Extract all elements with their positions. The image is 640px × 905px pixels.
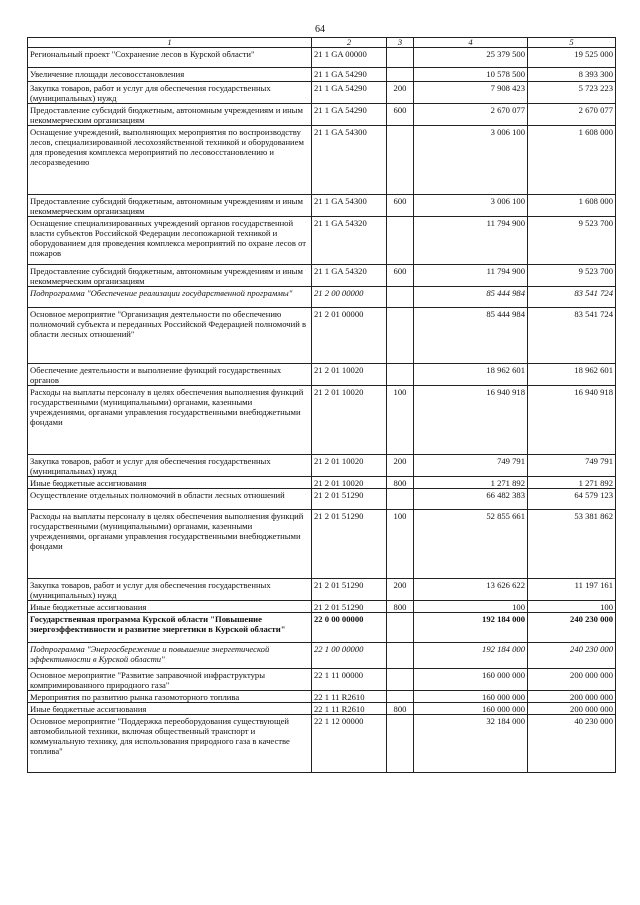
cell-amount-1: 10 578 500 (414, 68, 528, 82)
cell-target-code: 21 1 GA 54320 (312, 265, 387, 287)
cell-amount-2: 200 000 000 (528, 703, 616, 715)
cell-target-code: 21 2 01 51290 (312, 579, 387, 601)
cell-expense-type (387, 308, 414, 364)
cell-target-code: 22 1 00 00000 (312, 643, 387, 669)
cell-expense-type (387, 691, 414, 703)
table-row (28, 195, 616, 217)
column-header-code: 2 (312, 38, 387, 48)
cell-expense-type (387, 715, 414, 773)
cell-target-code: 21 1 GA 54290 (312, 104, 387, 126)
cell-target-code: 21 2 01 10020 (312, 386, 387, 455)
cell-amount-1: 3 006 100 (414, 195, 528, 217)
cell-amount-2: 16 940 918 (528, 386, 616, 455)
cell-target-code: 22 1 11 R2610 (312, 703, 387, 715)
budget-table (27, 37, 616, 773)
table-row (28, 477, 616, 489)
cell-expense-type: 800 (387, 477, 414, 489)
cell-target-code: 21 2 00 00000 (312, 287, 387, 308)
cell-name: Иные бюджетные ассигнования (28, 703, 312, 715)
cell-amount-1: 100 (414, 601, 528, 613)
cell-expense-type (387, 48, 414, 68)
table-row (28, 715, 616, 773)
cell-target-code: 22 1 12 00000 (312, 715, 387, 773)
cell-target-code: 21 2 01 51290 (312, 489, 387, 510)
cell-amount-1: 13 626 622 (414, 579, 528, 601)
cell-amount-2: 749 791 (528, 455, 616, 477)
cell-amount-1: 749 791 (414, 455, 528, 477)
cell-name: Обеспечение деятельности и выполнение функций государственных органов (28, 364, 312, 386)
table-body (28, 48, 616, 773)
cell-target-code: 21 2 01 51290 (312, 601, 387, 613)
cell-target-code: 21 1 GA 54290 (312, 82, 387, 104)
cell-amount-2: 2 670 077 (528, 104, 616, 126)
cell-amount-2: 18 962 601 (528, 364, 616, 386)
page-number: 64 (315, 24, 325, 35)
cell-expense-type: 100 (387, 386, 414, 455)
cell-expense-type: 600 (387, 104, 414, 126)
cell-amount-2: 100 (528, 601, 616, 613)
cell-expense-type: 200 (387, 455, 414, 477)
cell-amount-1: 18 962 601 (414, 364, 528, 386)
cell-target-code: 22 0 00 00000 (312, 613, 387, 643)
table-row (28, 217, 616, 265)
table-row (28, 104, 616, 126)
cell-name: Мероприятия по развитию рынка газомоторного топлива (28, 691, 312, 703)
cell-target-code: 21 1 GA 54320 (312, 217, 387, 265)
cell-target-code: 21 2 01 10020 (312, 455, 387, 477)
table-row (28, 126, 616, 195)
cell-amount-2: 1 271 892 (528, 477, 616, 489)
table-row (28, 510, 616, 579)
cell-amount-1: 25 379 500 (414, 48, 528, 68)
cell-amount-2: 64 579 123 (528, 489, 616, 510)
cell-expense-type: 600 (387, 195, 414, 217)
table-row (28, 613, 616, 643)
table-row (28, 643, 616, 669)
cell-name: Предоставление субсидий бюджетным, автономным учреждениям и иным некоммерческим организациям (28, 104, 312, 126)
cell-amount-1: 85 444 984 (414, 308, 528, 364)
table-row (28, 489, 616, 510)
cell-amount-1: 3 006 100 (414, 126, 528, 195)
cell-amount-2: 8 393 300 (528, 68, 616, 82)
cell-name: Увеличение площади лесовосстановления (28, 68, 312, 82)
column-header-amount-2: 5 (528, 38, 616, 48)
cell-expense-type (387, 287, 414, 308)
cell-name: Оснащение учреждений, выполняющих мероприятия по воспроизводству лесов, специализированной лесохозяйственной техникой и оборудованием для проведения комплекса мероприятий по лесовосстановлению и лесоразведению (28, 126, 312, 195)
cell-target-code: 21 1 GA 54290 (312, 68, 387, 82)
cell-name: Иные бюджетные ассигнования (28, 477, 312, 489)
cell-amount-1: 85 444 984 (414, 287, 528, 308)
table-row (28, 308, 616, 364)
column-header-name: 1 (28, 38, 312, 48)
cell-expense-type (387, 643, 414, 669)
cell-amount-2: 83 541 724 (528, 308, 616, 364)
table-row (28, 691, 616, 703)
cell-name: Государственная программа Курской области "Повышение энергоэффективности и развитие энергетики в Курской области" (28, 613, 312, 643)
cell-amount-1: 7 908 423 (414, 82, 528, 104)
cell-amount-2: 1 608 000 (528, 126, 616, 195)
cell-name: Основное мероприятие "Поддержка переоборудования существующей автомобильной техники, включая общественный транспорт и коммунальную технику, для использования природного газа в качестве топлива" (28, 715, 312, 773)
cell-amount-2: 200 000 000 (528, 691, 616, 703)
cell-name: Подпрограмма "Энергосбережение и повышение энергетической эффективности в Курской области" (28, 643, 312, 669)
cell-target-code: 21 1 GA 00000 (312, 48, 387, 68)
cell-amount-2: 9 523 700 (528, 217, 616, 265)
cell-amount-1: 160 000 000 (414, 703, 528, 715)
cell-amount-2: 83 541 724 (528, 287, 616, 308)
cell-target-code: 21 2 01 00000 (312, 308, 387, 364)
cell-expense-type (387, 126, 414, 195)
cell-name: Основное мероприятие "Организация деятельности по обеспечению полномочий субъекта и переданных Российской Федерацией полномочий в области лесных отношений" (28, 308, 312, 364)
cell-name: Региональный проект "Сохранение лесов в Курской области" (28, 48, 312, 68)
table-row (28, 48, 616, 68)
cell-name: Расходы на выплаты персоналу в целях обеспечения выполнения функций государственными (муниципальными) органами, казенными учреждениями, органами управления государственными внебюджетными фондами (28, 510, 312, 579)
cell-name: Подпрограмма "Обеспечение реализации государственной программы" (28, 287, 312, 308)
cell-amount-2: 53 381 862 (528, 510, 616, 579)
cell-target-code: 21 2 01 51290 (312, 510, 387, 579)
cell-name: Закупка товаров, работ и услуг для обеспечения государственных (муниципальных) нужд (28, 455, 312, 477)
cell-expense-type (387, 217, 414, 265)
cell-target-code: 22 1 11 R2610 (312, 691, 387, 703)
cell-expense-type: 100 (387, 510, 414, 579)
cell-expense-type (387, 364, 414, 386)
cell-name: Осуществление отдельных полномочий в области лесных отношений (28, 489, 312, 510)
cell-amount-2: 5 723 223 (528, 82, 616, 104)
cell-name: Предоставление субсидий бюджетным, автономным учреждениям и иным некоммерческим организациям (28, 195, 312, 217)
cell-amount-1: 160 000 000 (414, 669, 528, 691)
cell-amount-2: 40 230 000 (528, 715, 616, 773)
cell-name: Предоставление субсидий бюджетным, автономным учреждениям и иным некоммерческим организациям (28, 265, 312, 287)
cell-target-code: 21 1 GA 54300 (312, 195, 387, 217)
cell-name: Закупка товаров, работ и услуг для обеспечения государственных (муниципальных) нужд (28, 82, 312, 104)
cell-expense-type: 200 (387, 579, 414, 601)
column-header-expense-type: 3 (387, 38, 414, 48)
cell-amount-1: 192 184 000 (414, 643, 528, 669)
table-row (28, 386, 616, 455)
cell-expense-type: 800 (387, 601, 414, 613)
cell-amount-1: 11 794 900 (414, 265, 528, 287)
cell-target-code: 21 2 01 10020 (312, 477, 387, 489)
cell-amount-1: 2 670 077 (414, 104, 528, 126)
cell-amount-2: 240 230 000 (528, 643, 616, 669)
cell-target-code: 21 2 01 10020 (312, 364, 387, 386)
table-row (28, 82, 616, 104)
cell-name: Оснащение специализированных учреждений органов государственной власти субъектов Российской Федерации лесопожарной техникой и оборудованием для проведения комплекса мероприятий по охране лесов от пожаров (28, 217, 312, 265)
cell-name: Расходы на выплаты персоналу в целях обеспечения выполнения функций государственными (муниципальными) органами, казенными учреждениями, органами управления государственными внебюджетными фондами (28, 386, 312, 455)
cell-amount-2: 240 230 000 (528, 613, 616, 643)
cell-expense-type (387, 68, 414, 82)
cell-amount-2: 200 000 000 (528, 669, 616, 691)
table-row (28, 68, 616, 82)
cell-expense-type (387, 489, 414, 510)
table-row (28, 265, 616, 287)
cell-amount-2: 9 523 700 (528, 265, 616, 287)
table-row (28, 455, 616, 477)
cell-amount-2: 11 197 161 (528, 579, 616, 601)
column-header-amount-1: 4 (414, 38, 528, 48)
table-row (28, 364, 616, 386)
cell-amount-1: 52 855 661 (414, 510, 528, 579)
cell-name: Основное мероприятие "Развитие заправочной инфраструктуры компримированного природного газа" (28, 669, 312, 691)
cell-expense-type (387, 669, 414, 691)
cell-name: Закупка товаров, работ и услуг для обеспечения государственных (муниципальных) нужд (28, 579, 312, 601)
cell-amount-1: 160 000 000 (414, 691, 528, 703)
cell-amount-1: 32 184 000 (414, 715, 528, 773)
cell-amount-1: 66 482 383 (414, 489, 528, 510)
cell-name: Иные бюджетные ассигнования (28, 601, 312, 613)
cell-expense-type: 600 (387, 265, 414, 287)
cell-expense-type: 800 (387, 703, 414, 715)
table-header-row (28, 38, 616, 48)
table-row (28, 287, 616, 308)
table-row (28, 579, 616, 601)
cell-expense-type (387, 613, 414, 643)
cell-amount-1: 16 940 918 (414, 386, 528, 455)
cell-amount-2: 1 608 000 (528, 195, 616, 217)
cell-amount-1: 1 271 892 (414, 477, 528, 489)
cell-amount-1: 11 794 900 (414, 217, 528, 265)
table-row (28, 601, 616, 613)
table-row (28, 669, 616, 691)
cell-amount-1: 192 184 000 (414, 613, 528, 643)
cell-expense-type: 200 (387, 82, 414, 104)
table-row (28, 703, 616, 715)
cell-target-code: 21 1 GA 54300 (312, 126, 387, 195)
cell-target-code: 22 1 11 00000 (312, 669, 387, 691)
cell-amount-2: 19 525 000 (528, 48, 616, 68)
